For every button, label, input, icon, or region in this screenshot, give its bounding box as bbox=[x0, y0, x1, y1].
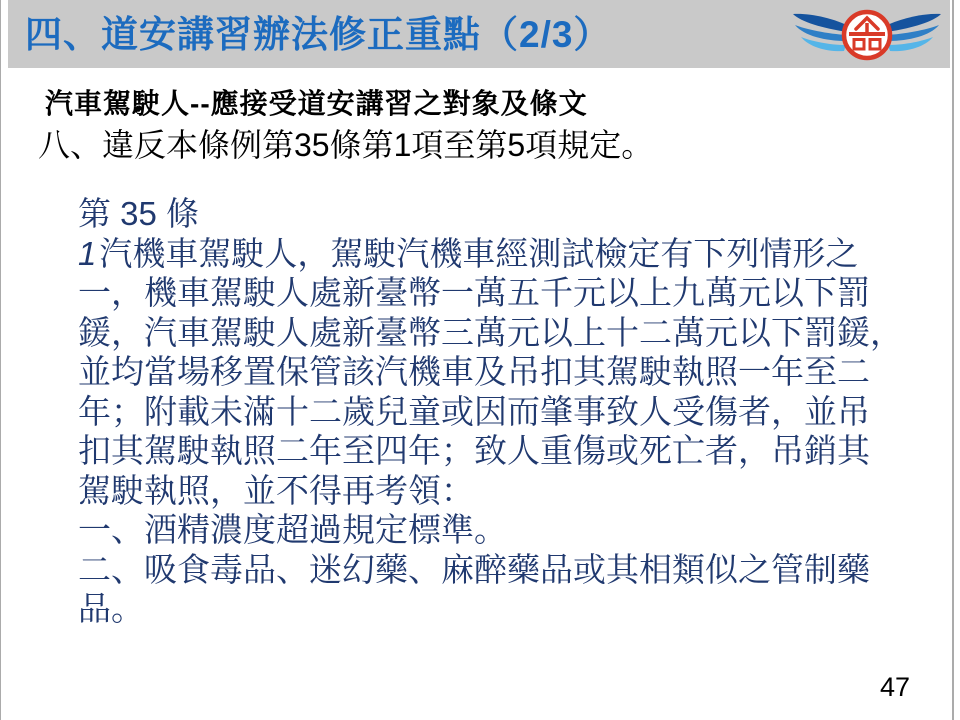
law-line bbox=[78, 234, 903, 274]
law-line: 年；附載未滿十二歲兒童或因而肇事致人受傷者，並吊 bbox=[78, 392, 870, 430]
page-number: 47 bbox=[879, 672, 911, 702]
list-item-eight: 八、違反本條例第35條第1項至第5項規定。 bbox=[38, 127, 654, 163]
law-line: 鍰，汽車駕駛人處新臺幣三萬元以上十二萬元以下罰鍰， bbox=[78, 313, 903, 351]
slide-left-border bbox=[0, 0, 1, 720]
law-line: 一、酒精濃度超過規定標準。 bbox=[78, 511, 507, 548]
law-line: 一，機車駕駛人處新臺幣一萬五千元以上九萬元以下罰 bbox=[78, 274, 870, 311]
law-excerpt bbox=[78, 194, 903, 629]
highway-bureau-logo-icon bbox=[788, 6, 946, 64]
law-line: 扣其駕駛執照二年至四年；致人重傷或死亡者，吊銷其 bbox=[78, 432, 870, 469]
slide-title: 四、道安講習辦法修正重點（2/3） bbox=[25, 14, 612, 55]
law-line: 並均當場移置保管該汽機車及吊扣其駕駛執照一年至二 bbox=[78, 353, 870, 390]
law-paragraph-marker: 1 bbox=[78, 234, 97, 272]
law-line: 品。 bbox=[78, 590, 144, 627]
slide-right-border bbox=[952, 0, 954, 720]
section-heading: 汽車駕駛人--應接受道安講習之對象及條文 bbox=[45, 88, 588, 119]
law-caption: 第 35 條 bbox=[78, 195, 200, 232]
law-line: 駕駛執照，並不得再考領： bbox=[78, 471, 474, 509]
law-line: 二、吸食毒品、迷幻藥、麻醉藥品或其相類似之管制藥 bbox=[78, 550, 870, 588]
law-line-text: 汽機車駕駛人，駕駛汽機車經測試檢定有下列情形之 bbox=[99, 234, 859, 272]
